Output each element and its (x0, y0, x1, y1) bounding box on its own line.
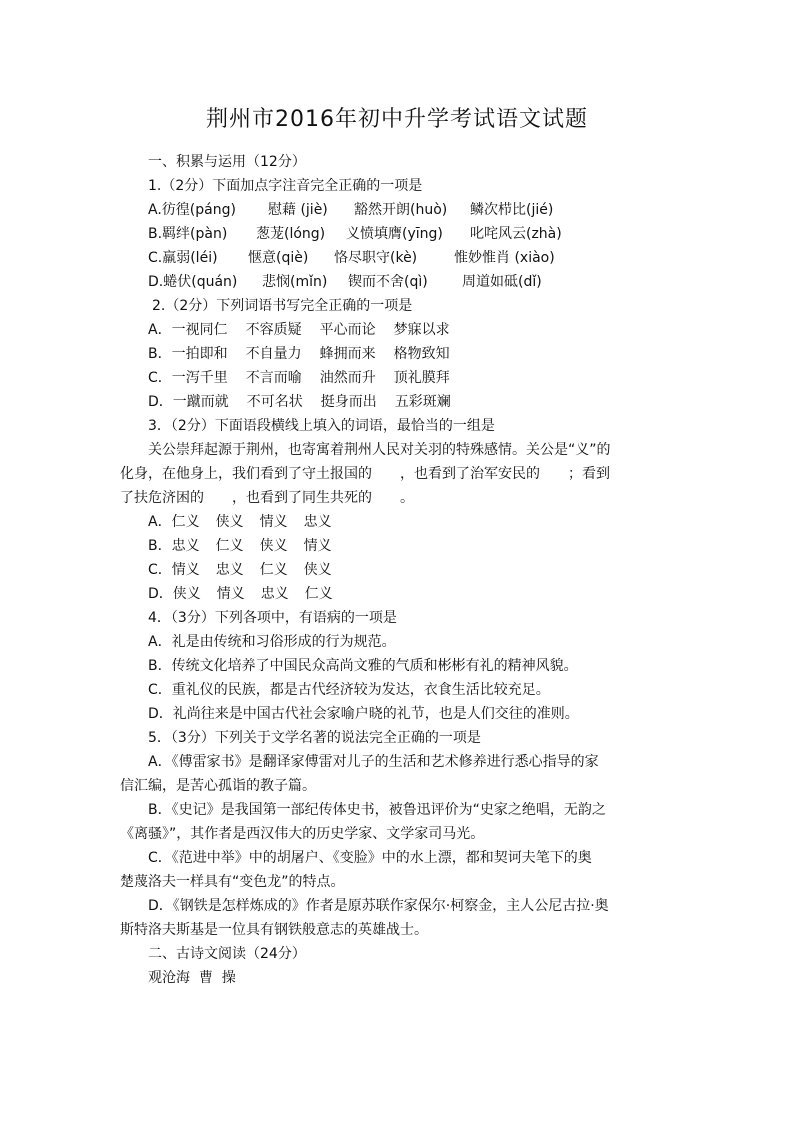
q3-option-d: D．侠义 情义 忠义 仁义 (148, 586, 333, 602)
section-2-heading: 二、古诗文阅读（24分） (148, 946, 306, 962)
q5-option-a-line-1: A．《傅雷家书》是翻译家傅雷对儿子的生活和艺术修养进行悉心指导的家 (148, 754, 599, 770)
q5-stem: 5．（3分）下列关于文学名著的说法完全正确的一项是 (148, 730, 481, 746)
q3-passage-line-1: 关公崇拜起源于荆州，也寄寓着荆州人民对关羽的特殊感情。关公是“义”的 (148, 442, 611, 458)
q3-stem: 3．（2分）下面语段横线上填入的词语，最恰当的一组是 (148, 418, 495, 434)
q3-option-c: C．情义 忠义 仁义 侠义 (148, 562, 332, 578)
q3-option-b: B．忠义 仁义 侠义 情义 (148, 538, 332, 554)
q5-option-a-line-2: 信汇编，是苦心孤诣的教子篇。 (120, 778, 316, 794)
q1-stem: 1.（2分）下面加点字注音完全正确的一项是 (148, 178, 423, 194)
q4-option-b: B．传统文化培养了中国民众高尚文雅的气质和彬彬有礼的精神风貌。 (148, 658, 578, 674)
q1-option-a: A.彷徨(páng) 慰藉 (jiè) 豁然开朗(huò) 鳞次栉比(jié) (148, 202, 554, 218)
q4-option-d: D．礼尚往来是中国古代社会家喻户晓的礼节，也是人们交往的准则。 (148, 706, 579, 722)
q5-option-d-line-1: D．《钢铁是怎样炼成的》作者是原苏联作家保尔·柯察金，主人公尼古拉·奥 (148, 898, 609, 914)
q5-option-b-line-1: B．《史记》是我国第一部纪传体史书，被鲁迅评价为“史家之绝唱，无韵之 (148, 802, 606, 818)
q2-option-d: D．一蹴而就 不可名状 挺身而出 五彩斑斓 (148, 394, 451, 410)
q3-option-a: A．仁义 侠义 情义 忠义 (148, 514, 332, 530)
q1-option-b: B.羁绊(pàn) 葱茏(lóng) 义愤填膺(yīng) 叱咤风云(zhà) (148, 226, 562, 242)
q2-option-b: B．一拍即和 不自量力 蜂拥而来 格物致知 (148, 346, 450, 362)
q1-option-d: D.蜷伏(quán) 悲悯(mǐn) 锲而不舍(qì) 周道如砥(dǐ) (148, 274, 542, 290)
q5-option-c-line-2: 楚蔑洛夫一样具有“变色龙”的特点。 (120, 874, 345, 890)
section-1-heading: 一、积累与运用（12分） (148, 154, 306, 170)
q4-option-a: A．礼是由传统和习俗形成的行为规范。 (148, 634, 396, 650)
q4-option-c: C．重礼仪的民族，都是古代经济较为发达，衣食生活比较充足。 (148, 682, 550, 698)
q1-option-c: C.羸弱(léi) 惬意(qiè) 恪尽职守(kè) 惟妙惟肖 (xiào) (148, 250, 555, 266)
q5-option-b-line-2: 《离骚》”，其作者是西汉伟大的历史学家、文学家司马光。 (120, 826, 485, 842)
q3-passage-line-3: 了扶危济困的 ，也看到了同生共死的 。 (120, 490, 414, 506)
exam-title: 荆州市2016年初中升学考试语文试题 (206, 107, 588, 132)
poem-title: 观沧海 曹 操 (148, 970, 236, 986)
exam-body (120, 150, 676, 990)
q2-option-c: C．一泻千里 不言而喻 油然而升 顶礼膜拜 (148, 370, 450, 386)
q5-option-c-line-1: C．《范进中举》中的胡屠户、《变脸》中的水上漂，都和契诃夫笔下的奥 (148, 850, 592, 866)
q5-option-d-line-2: 斯特洛夫斯基是一位具有钢铁般意志的英雄战士。 (120, 922, 428, 938)
q2-stem: 2.（2分）下列词语书写完全正确的一项是 (152, 298, 413, 314)
q2-option-a: A．一视同仁 不容质疑 平心而论 梦寐以求 (148, 322, 450, 338)
q3-passage-line-2: 化身，在他身上，我们看到了守土报国的 ，也看到了治军安民的 ；看到 (120, 466, 610, 482)
q4-stem: 4．（3分）下列各项中，有语病的一项是 (148, 610, 397, 626)
